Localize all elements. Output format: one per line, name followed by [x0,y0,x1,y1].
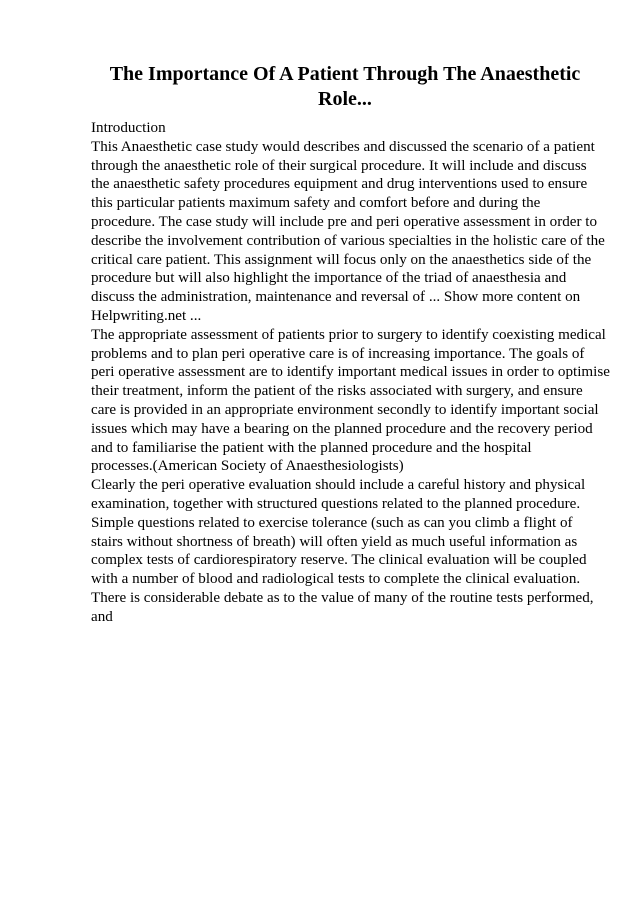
body-line: This Anaesthetic case study would describes and discussed the scenario of a patient [91,138,595,155]
body-line: procedure. The case study will include pre and peri operative assessment in order to [91,213,598,230]
body-line: Clearly the peri operative evaluation should include a careful history and physical [91,477,586,494]
body-line: The appropriate assessment of patients prior to surgery to identify coexisting medical [91,326,606,343]
body-line: discuss the administration, maintenance and reversal of ... Show more content on [91,289,581,306]
body-line: their treatment, inform the patient of the risks associated with surgery, and ensure [91,383,583,400]
body-line: Helpwriting.net ... [91,307,202,324]
body-line: with a number of blood and radiological tests to complete the clinical evaluation. [91,571,581,588]
body-line: There is considerable debate as to the value of many of the routine tests performed, [91,589,594,606]
body-line: issues which may have a bearing on the planned procedure and the recovery period [91,420,593,437]
title-line: The Importance Of A Patient Through The Anaesthetic [109,63,581,85]
body-line: complex tests of cardiorespiratory reserve. The clinical evaluation will be coupled [91,552,587,569]
body-line: care is provided in an appropriate environment secondly to identify important social [91,401,599,418]
body-line: critical care patient. This assignment will focus only on the anaesthetics side of the [91,251,592,268]
document-title [80,62,610,112]
title-line: Role... [318,88,372,110]
body-line: peri operative assessment are to identify important medical issues in order to optimise [91,364,610,381]
body-line: the anaesthetic safety procedures equipment and drug interventions used to ensure [91,176,588,193]
body-line: and [91,608,113,625]
body-line: examination, together with structured questions related to the planned procedure. [91,495,581,512]
body-line: Simple questions related to exercise tolerance (such as can you climb a flight of [91,514,573,531]
section-heading-introduction: Introduction [91,120,166,136]
body-line: procedure but will also highlight the importance of the triad of anaesthesia and [91,270,567,287]
document-body [91,119,631,627]
body-line: processes.(American Society of Anaesthesiologists) [91,458,404,475]
body-line: this particular patients maximum safety and comfort before and during the [91,195,541,212]
body-line: problems and to plan peri operative care is of increasing importance. The goals of [91,345,585,362]
body-line: and to familiarise the patient with the planned procedure and the hospital [91,439,532,456]
body-line: describe the involvement contribution of various specialties in the holistic care of the [91,232,605,249]
body-line: through the anaesthetic role of their surgical procedure. It will include and discuss [91,157,587,174]
body-line: stairs without shortness of breath) will often yield as much useful information as [91,533,578,550]
